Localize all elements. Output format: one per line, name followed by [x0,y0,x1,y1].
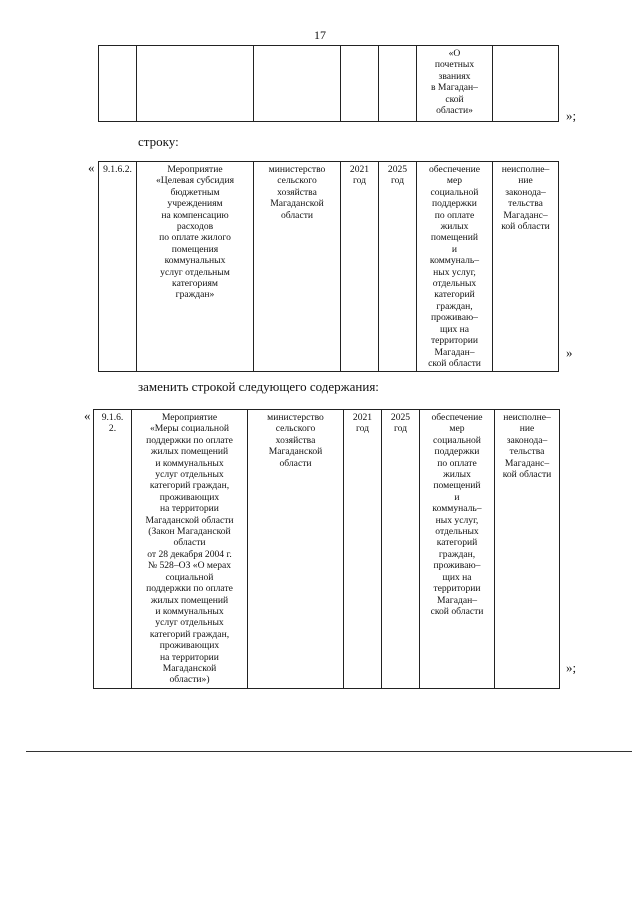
cell-measure: Мероприятие «Меры социальной поддержки по оплате жилых помещений и коммунальных услуг отдельных категорий граждан, проживающих на территории Магаданской области (Закон Магаданской области от 28 декабря 2004 г. № 528–ОЗ «О мерах социальной поддержки по оплате жилых помещений и коммунальных услуг отдельных категорий граждан, проживающих на территории Магаданской области») [132,410,248,689]
table-row [99,162,559,372]
cell-end-year [379,46,417,122]
cell-consequence [493,46,559,122]
table-row [94,410,560,689]
bottom-divider [26,751,632,752]
cell-number: 9.1.6. 2. [94,410,132,689]
cell-start-year: 2021 год [341,162,379,372]
opening-quote: « [84,408,91,423]
closing-quote: » [566,345,573,360]
cell-result: обеспечение мер социальной поддержки по оплате жилых помещений и коммуналь– ных услуг, отдельных категорий граждан, проживаю– щих на территории Магадан– ской области [420,410,495,689]
cell-result: «О почетных званиях в Магадан– ской области» [417,46,493,122]
cell-start-year: 2021 год [344,410,382,689]
cell-consequence: неисполне– ние законода– тельства Магаданс– кой области [493,162,559,372]
cell-consequence: неисполне– ние законода– тельства Магаданс– кой области [495,410,560,689]
cell-executor: министерство сельского хозяйства Магаданской области [248,410,344,689]
cell-number: 9.1.6.2. [99,162,137,372]
closing-quote: »; [566,108,577,123]
cell-end-year: 2025 год [379,162,417,372]
label-replace-with: заменить строкой следующего содержания: [138,379,379,394]
label-row-to-replace: строку: [138,134,179,149]
cell-end-year: 2025 год [382,410,420,689]
cell-result: обеспечение мер социальной поддержки по оплате жилых помещений и коммуналь– ных услуг, отдельных категорий граждан, проживаю– щих на территории Магадан– ской области [417,162,493,372]
cell-measure [137,46,254,122]
cell-number [99,46,137,122]
cell-start-year [341,46,379,122]
cell-measure: Мероприятие «Целевая субсидия бюджетным учреждениям на компенсацию расходов по оплате жилого помещения коммунальных услуг отдельным категориям граждан» [137,162,254,372]
cell-executor: министерство сельского хозяйства Магаданской области [254,162,341,372]
table-new-row [93,409,560,689]
table-row [99,46,559,122]
table-old-row [98,161,559,372]
page-number: 17 [314,28,326,42]
cell-executor [254,46,341,122]
opening-quote: « [88,160,95,175]
closing-quote: »; [566,660,577,675]
table-fragment-top [98,45,559,122]
